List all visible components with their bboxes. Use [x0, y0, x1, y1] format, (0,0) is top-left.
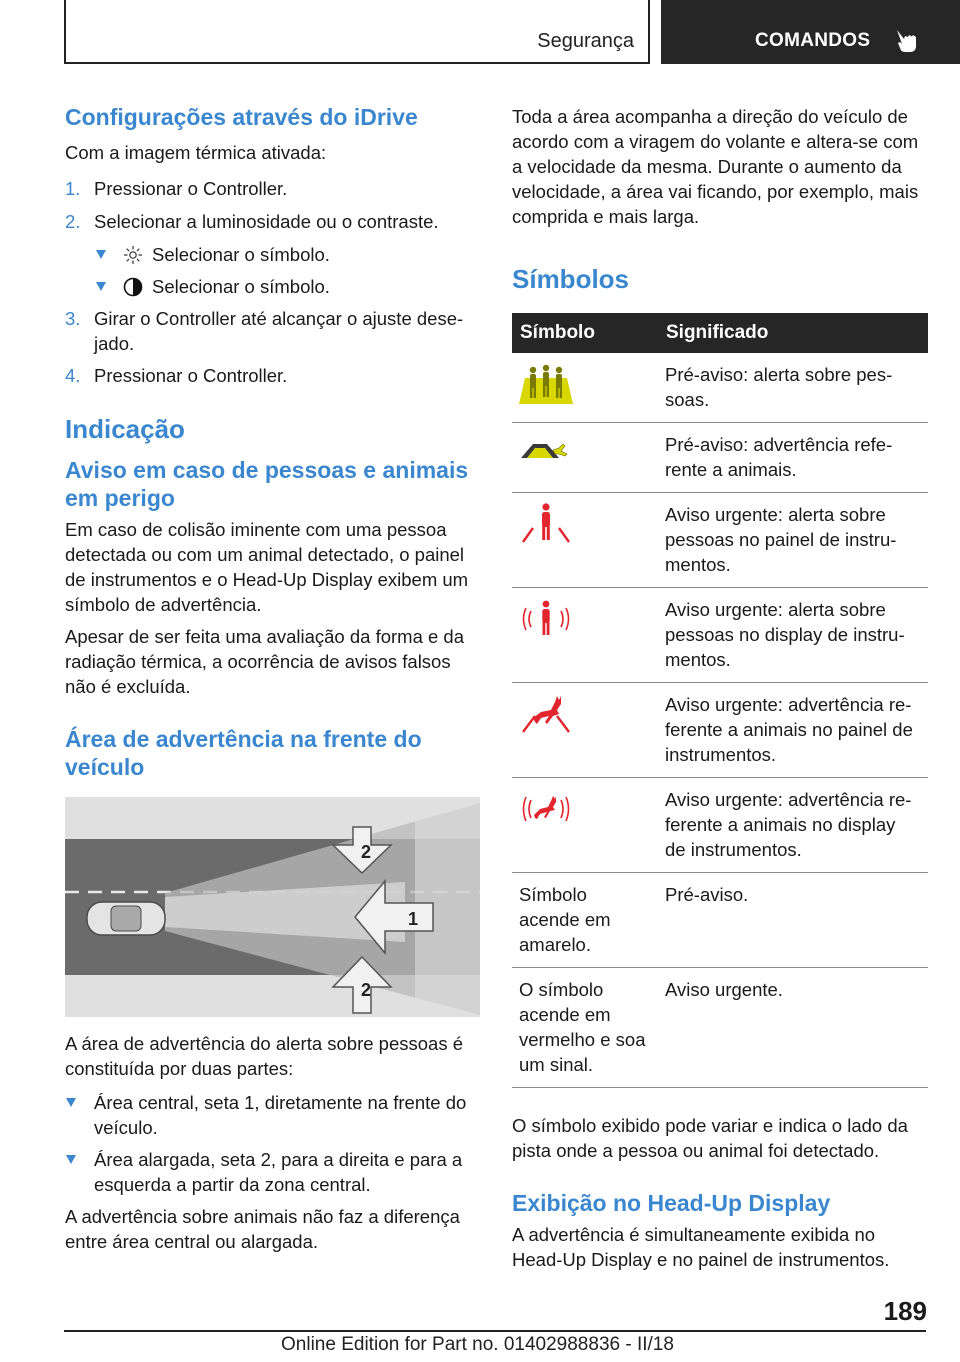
page-number: 189 [883, 1296, 927, 1326]
section-title-symbols: Símbolos [512, 264, 630, 294]
table-cell-meaning: Aviso urgente. [658, 968, 928, 1088]
table-cell-meaning: Aviso urgente: alerta sobre pessoas no display de instru-mentos. [658, 588, 928, 683]
table-cell-meaning: Aviso urgente: advertência re-ferente a animais no display de instrumentos. [658, 778, 928, 873]
table-row [512, 588, 928, 683]
figure-label-1: 1 [408, 909, 419, 929]
pedestrian-urgent-panel-icon [519, 502, 573, 546]
table-header-row [512, 313, 928, 353]
header-section-box [64, 0, 650, 64]
animal-prewarning-icon [519, 432, 573, 476]
animal-urgent-display-icon [519, 787, 573, 831]
paragraph-symbol-varies: O símbolo exibido pode variar e indica o lado da pista onde a pessoa ou animal foi detectado. [512, 1115, 908, 1161]
table-cell-meaning: Aviso urgente: advertência re-ferente a animais no painel de instrumentos. [658, 683, 928, 778]
pedestrian-urgent-display-icon [519, 597, 573, 641]
warning-area-figure [65, 797, 480, 1017]
paragraph-hud: A advertência é simultaneamente exibida no Head-Up Display e no painel de instrumentos. [512, 1224, 890, 1270]
header-chapter-title: COMANDOS [755, 30, 871, 51]
list-item-step-3 [65, 306, 480, 356]
paragraph-false-warnings: Apesar de ser feita uma avaliação da forma e da radiação térmica, a ocorrência de avisos falsos não é excluída. [65, 626, 465, 697]
step-number: 1. [65, 178, 81, 199]
table-row [512, 968, 928, 1088]
bullet-text: Área central, seta 1, diretamente na frente do veículo. [94, 1092, 467, 1138]
header-chapter-box [661, 0, 960, 64]
step-number: 4. [65, 365, 81, 386]
section-title-danger-warning: Aviso em caso de pessoas e animais em perigo [65, 457, 469, 511]
header-section-title: Segurança [537, 30, 634, 52]
footer-divider [64, 1330, 926, 1332]
table-cell-symbol: O símbolo acende em vermelho e soa um sinal. [512, 968, 658, 1088]
paragraph-two-parts: A área de advertência do alerta sobre pessoas é constituída por duas partes: [65, 1033, 464, 1079]
step-number: 3. [65, 308, 81, 329]
table-row [512, 683, 928, 778]
page-header [0, 0, 960, 66]
section-title-hud: Exibição no Head-Up Display [512, 1190, 831, 1216]
bullet-triangle-icon [96, 282, 106, 291]
footer-edition: Online Edition for Part no. 01402988836 - II/18 [281, 1334, 674, 1355]
paragraph-area-follows: Toda a área acompanha a direção do veículo de acordo com a viragem do volante e altera-se com a velocidade da mesma. Durante o aumento da velocidade, a área vai ficando, por exemplo, mais comprida e mais larga. [512, 106, 919, 227]
pointing-hand-icon [891, 27, 919, 55]
table-row [512, 493, 928, 588]
table-row [512, 873, 928, 968]
list-item-step-4 [65, 363, 480, 388]
symbols-table [512, 313, 928, 1088]
table-cell-meaning: Pré-aviso: advertência refe-rente a animais. [658, 423, 928, 493]
bullet-triangle-icon [66, 1098, 76, 1107]
step-text: Pressionar o Controller. [94, 178, 288, 199]
step-text: Selecionar a luminosidade ou o contraste. [94, 211, 439, 232]
right-column [512, 100, 928, 1272]
table-cell-symbol: Símbolo acende em amarelo. [512, 873, 658, 968]
table-row [512, 778, 928, 873]
figure-label-2-bottom: 2 [361, 980, 372, 1000]
bullet-triangle-icon [96, 250, 106, 259]
list-sub-item-brightness [65, 242, 480, 267]
paragraph-animal-warning: A advertência sobre animais não faz a diferença entre área central ou alargada. [65, 1206, 460, 1252]
section-title-warning-area: Área de advertência na frente do veículo [65, 726, 422, 780]
table-header-symbol: Símbolo [512, 313, 658, 353]
warning-area-diagram [65, 797, 480, 1017]
list-item-step-1 [65, 176, 480, 201]
bullet-triangle-icon [66, 1155, 76, 1164]
left-column [65, 100, 480, 1254]
table-cell-meaning: Pré-aviso. [658, 873, 928, 968]
list-item-central-area [65, 1090, 480, 1140]
section-title-idrive-settings: Configurações através do iDrive [65, 104, 418, 130]
list-item-extended-area [65, 1147, 480, 1197]
pedestrian-prewarning-icon [519, 362, 573, 406]
section-title-indication: Indicação [65, 414, 185, 444]
step-text: Girar o Controller até alcançar o ajuste dese-jado. [94, 308, 464, 354]
sub-item-text: Selecionar o símbolo. [152, 276, 330, 297]
step-number: 2. [65, 211, 81, 232]
table-row [512, 423, 928, 493]
sub-item-text: Selecionar o símbolo. [152, 244, 330, 265]
contrast-icon [123, 277, 143, 297]
table-row [512, 353, 928, 423]
list-item-step-2 [65, 209, 480, 234]
list-sub-item-contrast [65, 274, 480, 299]
paragraph-thermal-intro: Com a imagem térmica ativada: [65, 142, 327, 163]
table-cell-meaning: Aviso urgente: alerta sobre pessoas no painel de instru-mentos. [658, 493, 928, 588]
figure-label-2-top: 2 [361, 842, 372, 862]
brightness-icon [123, 245, 143, 265]
paragraph-collision-warning: Em caso de colisão iminente com uma pessoa detectada ou com um animal detectado, o painel de instrumentos e o Head-Up Display exibem um símbolo de advertência. [65, 519, 469, 615]
table-cell-meaning: Pré-aviso: alerta sobre pes-soas. [658, 353, 928, 423]
bullet-text: Área alargada, seta 2, para a direita e para a esquerda a partir da zona central. [94, 1149, 463, 1195]
table-header-meaning: Significado [658, 313, 928, 353]
step-text: Pressionar o Controller. [94, 365, 288, 386]
animal-urgent-panel-icon [519, 692, 573, 736]
